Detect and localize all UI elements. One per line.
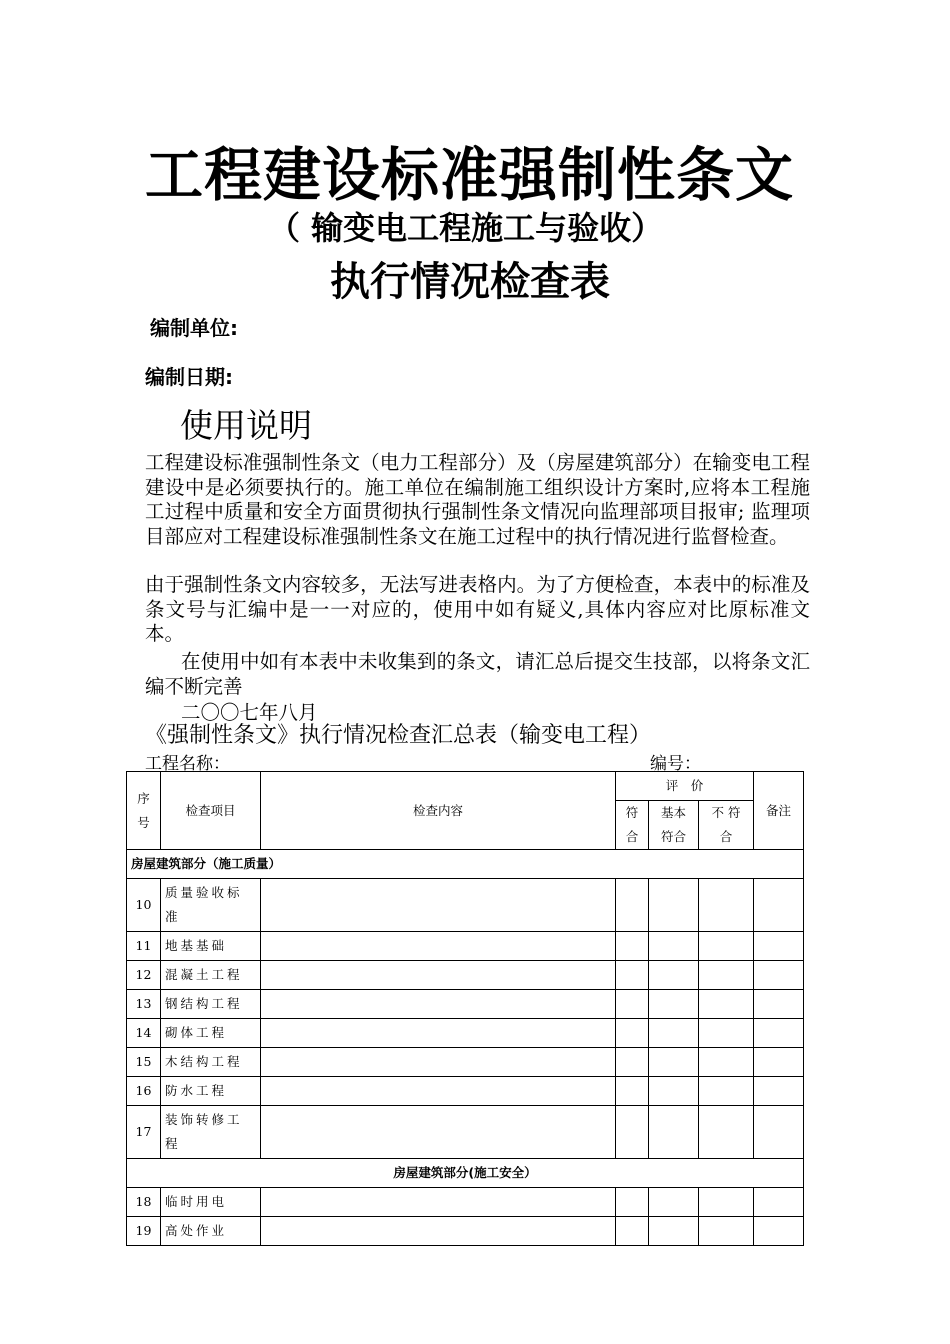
header-pass: 符合 [616,801,649,850]
row-basic-cell [649,1106,699,1159]
check-summary-table [126,771,804,1246]
row-content-cell [261,1048,616,1077]
row-fail-cell [699,1217,754,1246]
row-content-cell [261,1106,616,1159]
row-basic-cell [649,1019,699,1048]
header-basic: 基本符合 [649,801,699,850]
header-eval: 评 价 [616,772,754,801]
row-basic-cell [649,1217,699,1246]
table-row [127,961,804,990]
row-fail-cell [699,1019,754,1048]
row-pass-cell [616,961,649,990]
row-basic-cell [649,961,699,990]
row-basic-cell [649,990,699,1019]
table-row [127,990,804,1019]
row-fail-cell [699,1106,754,1159]
row-basic-cell [649,1048,699,1077]
unit-label: 编制单位: [150,316,238,340]
row-number: 17 [127,1106,161,1159]
row-note-cell [754,1217,804,1246]
table-row [127,1019,804,1048]
row-note-cell [754,879,804,932]
document-title: 工程建设标准强制性条文 [145,141,795,209]
section-row [127,1159,804,1188]
row-item-name: 高处作业 [161,1217,261,1246]
row-number: 16 [127,1077,161,1106]
row-number: 13 [127,990,161,1019]
row-pass-cell [616,1019,649,1048]
table-row [127,1077,804,1106]
row-note-cell [754,1106,804,1159]
table-row [127,1188,804,1217]
row-item-name: 临时用电 [161,1188,261,1217]
row-basic-cell [649,932,699,961]
row-number: 10 [127,879,161,932]
row-pass-cell [616,1217,649,1246]
row-content-cell [261,1019,616,1048]
row-basic-cell [649,1077,699,1106]
row-number: 18 [127,1188,161,1217]
header-seq: 序号 [127,772,161,850]
row-item-name: 装饰转修工程 [161,1106,261,1159]
header-note: 备注 [754,772,804,850]
row-number: 11 [127,932,161,961]
row-number: 12 [127,961,161,990]
table-header-row [127,772,804,801]
row-number: 15 [127,1048,161,1077]
row-note-cell [754,932,804,961]
row-item-name: 砌体工程 [161,1019,261,1048]
row-content-cell [261,990,616,1019]
summary-title: 《强制性条文》执行情况检查汇总表（输变电工程） [145,723,652,748]
row-pass-cell [616,1077,649,1106]
row-item-name: 木结构工程 [161,1048,261,1077]
row-fail-cell [699,961,754,990]
row-note-cell [754,1019,804,1048]
usage-date: 二〇〇七年八月 [181,701,318,724]
date-label: 编制日期: [145,365,233,389]
number-label: 编号： [650,754,701,774]
row-pass-cell [616,879,649,932]
row-content-cell [261,1217,616,1246]
header-content: 检查内容 [261,772,616,850]
usage-heading: 使用说明 [180,406,312,445]
row-item-name: 地基基础 [161,932,261,961]
row-basic-cell [649,1188,699,1217]
row-fail-cell [699,932,754,961]
row-pass-cell [616,990,649,1019]
project-name-label: 工程名称： [145,754,230,774]
row-number: 14 [127,1019,161,1048]
usage-paragraph-3: 在使用中如有本表中未收集到的条文，请汇总后提交生技部，以将条文汇编不断完善 [145,650,810,698]
row-content-cell [261,1077,616,1106]
row-pass-cell [616,1106,649,1159]
row-pass-cell [616,932,649,961]
row-fail-cell [699,990,754,1019]
row-pass-cell [616,1048,649,1077]
row-note-cell [754,1048,804,1077]
row-note-cell [754,1077,804,1106]
row-item-name: 钢结构工程 [161,990,261,1019]
row-number: 19 [127,1217,161,1246]
row-note-cell [754,990,804,1019]
header-fail: 不 符合 [699,801,754,850]
section-construction-quality: 房屋建筑部分（施工质量） [127,850,804,879]
section-row [127,850,804,879]
row-pass-cell [616,1188,649,1217]
table-row [127,1048,804,1077]
row-content-cell [261,932,616,961]
row-note-cell [754,1188,804,1217]
table-row [127,932,804,961]
table-row [127,1217,804,1246]
row-content-cell [261,1188,616,1217]
usage-paragraph-2: 由于强制性条文内容较多，无法写进表格内。为了方便检查，本表中的标准及条文号与汇编中是一一对应的，使用中如有疑义,具体内容应对比原标准文本。 [145,573,810,645]
row-fail-cell [699,1048,754,1077]
row-fail-cell [699,1188,754,1217]
header-item: 检查项目 [161,772,261,850]
usage-paragraph-1: 工程建设标准强制性条文（电力工程部分）及（房屋建筑部分）在输变电工程建设中是必须要执行的。施工单位在编制施工组织设计方案时,应将本工程施工过程中质量和安全方面贯彻执行强制性条文情况向监理部项目报审; 监理项目部应对工程建设标准强制性条文在施工过程中的执行情况进行监督检查。 [145,451,810,548]
table-row [127,1106,804,1159]
section-construction-safety: 房屋建筑部分(施工安全） [127,1159,804,1188]
row-note-cell [754,961,804,990]
document-subtitle-2: 执行情况检查表 [330,259,610,305]
row-basic-cell [649,879,699,932]
table-row [127,879,804,932]
row-item-name: 质量验收标准 [161,879,261,932]
row-item-name: 混凝土工程 [161,961,261,990]
row-fail-cell [699,1077,754,1106]
document-subtitle: （ 输变电工程施工与验收） [268,209,664,247]
row-item-name: 防水工程 [161,1077,261,1106]
row-content-cell [261,879,616,932]
row-fail-cell [699,879,754,932]
row-content-cell [261,961,616,990]
